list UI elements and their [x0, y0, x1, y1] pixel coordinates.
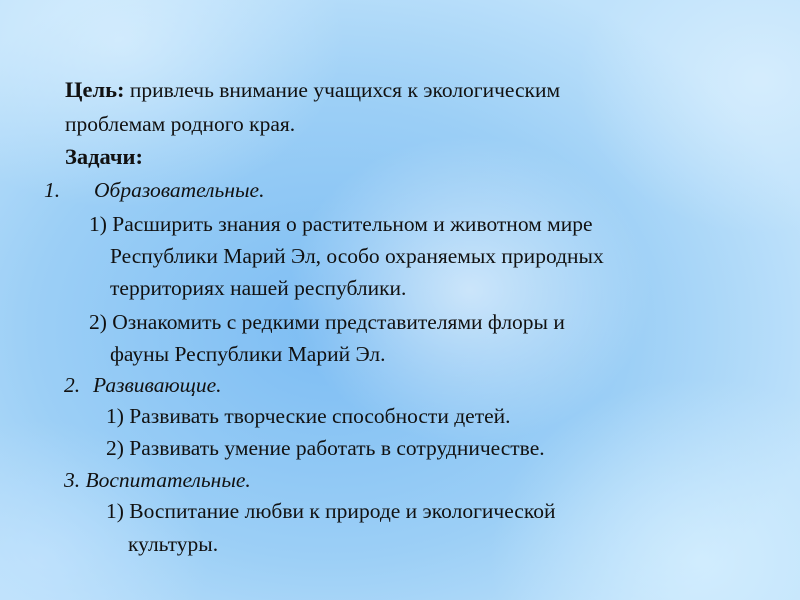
goal-label: Цель: [65, 77, 125, 102]
section-2-item-2: 2) Развивать умение работать в сотрудничестве. [106, 436, 545, 460]
section-3-heading [64, 466, 251, 494]
section-1-item-1-line-1: 1) Расширить знания о растительном и животном мире [89, 212, 593, 236]
section-1-item-1-line-3: территориях нашей республики. [110, 276, 407, 300]
section-1-number: 1. [44, 178, 61, 202]
section-2-heading [64, 371, 222, 399]
section-1-heading [44, 176, 264, 204]
section-2-title: Развивающие. [93, 373, 222, 397]
goal-line-1 [65, 76, 560, 104]
section-1-item-2-line-2: фауны Республики Марий Эл. [110, 342, 386, 366]
section-2-number: 2. [64, 373, 81, 397]
section-3-title: Воспитательные. [85, 468, 251, 492]
section-3-item-1-line-1: 1) Воспитание любви к природе и экологической [106, 499, 556, 523]
section-3-number: 3. [64, 468, 81, 492]
section-1-title: Образовательные. [94, 178, 265, 202]
section-3-item-1-line-2: культуры. [128, 532, 219, 556]
tasks-label: Задачи: [65, 144, 144, 169]
section-1-item-1-line-2: Республики Марий Эл, особо охраняемых природных [110, 244, 604, 268]
section-2-item-1: 1) Развивать творческие способности детей. [106, 404, 511, 428]
section-1-item-2-line-1: 2) Ознакомить с редкими представителями флоры и [89, 310, 565, 334]
goal-text-1: привлечь внимание учащихся к экологическим [129, 78, 561, 102]
goal-line-2: проблемам родного края. [65, 112, 296, 136]
